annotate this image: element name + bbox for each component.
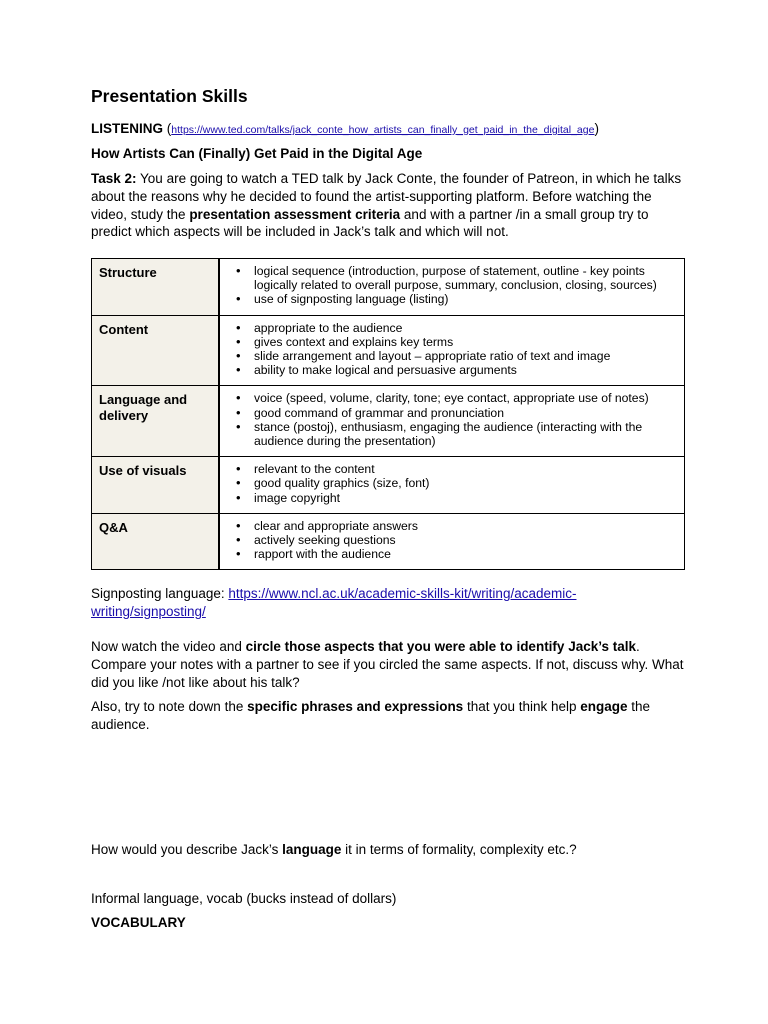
criteria-row bbox=[92, 457, 685, 514]
listening-open-paren: ( bbox=[163, 121, 172, 136]
also-text-2: that you think help bbox=[463, 699, 581, 714]
criteria-bullet-item: • relevant to the content bbox=[236, 462, 676, 476]
criteria-bullet-list bbox=[236, 321, 676, 378]
criteria-row bbox=[92, 513, 685, 570]
assessment-criteria-table bbox=[91, 258, 685, 570]
criteria-bullet-item: • actively seeking questions bbox=[236, 533, 676, 547]
criteria-items bbox=[219, 315, 685, 386]
signposting-line bbox=[91, 585, 691, 621]
vocabulary-heading: VOCABULARY bbox=[91, 915, 186, 930]
also-bold-engage: engage bbox=[580, 699, 628, 714]
ted-talk-link[interactable]: https://www.ted.com/talks/jack_conte_how_artists_can_finally_get_paid_in_the_digital_age bbox=[171, 124, 595, 136]
criteria-bullet-item: • stance (postoj), enthusiasm, engaging the audience (interacting with the audience during the presentation) bbox=[236, 420, 676, 448]
criteria-row bbox=[92, 315, 685, 386]
criteria-bullet-item: • gives context and explains key terms bbox=[236, 335, 676, 349]
also-paragraph bbox=[91, 698, 691, 734]
page-title: Presentation Skills bbox=[91, 86, 248, 106]
criteria-row bbox=[92, 386, 685, 457]
task-paragraph bbox=[91, 170, 691, 241]
criteria-row bbox=[92, 259, 685, 316]
also-text-1: Also, try to note down the bbox=[91, 699, 248, 714]
criteria-bullet-item: • good command of grammar and pronunciation bbox=[236, 406, 676, 420]
criteria-label: Structure bbox=[92, 259, 220, 316]
criteria-bullet-item: • logical sequence (introduction, purpose of statement, outline - key points logically related to overall purpose, summary, conclusion, closing, sources) bbox=[236, 264, 676, 292]
talk-title: How Artists Can (Finally) Get Paid in the Digital Age bbox=[91, 146, 423, 161]
criteria-bullet-item: • ability to make logical and persuasive arguments bbox=[236, 363, 676, 377]
watch-bold: circle those aspects that you were able to identify Jack’s talk bbox=[245, 639, 636, 654]
task-label: Task 2: bbox=[91, 171, 137, 186]
criteria-bullet-item: • appropriate to the audience bbox=[236, 321, 676, 335]
criteria-bullet-item: • rapport with the audience bbox=[236, 547, 676, 561]
criteria-bullet-list bbox=[236, 519, 676, 562]
criteria-bullet-list bbox=[236, 462, 676, 505]
also-bold-phrases: specific phrases and expressions bbox=[247, 699, 464, 714]
question-bold-language: language bbox=[282, 842, 342, 857]
criteria-items bbox=[219, 457, 685, 514]
criteria-bullet-list bbox=[236, 391, 676, 448]
question-text-2: it in terms of formality, complexity etc.? bbox=[341, 842, 577, 857]
criteria-bullet-item: • use of signposting language (listing) bbox=[236, 292, 676, 306]
criteria-label: Q&A bbox=[92, 513, 220, 570]
watch-text-2: . Compare your notes with a partner to see if you circled the same aspects. If not, discuss why. What did you like /not like about his talk? bbox=[91, 639, 684, 690]
also-text-3: the audience. bbox=[91, 699, 651, 732]
criteria-label: Use of visuals bbox=[92, 457, 220, 514]
criteria-bullet-item: • clear and appropriate answers bbox=[236, 519, 676, 533]
signposting-label: Signposting language: bbox=[91, 586, 229, 601]
criteria-bullet-list bbox=[236, 264, 676, 307]
answer-note: Informal language, vocab (bucks instead of dollars) bbox=[91, 891, 397, 906]
question-text-1: How would you describe Jack’s bbox=[91, 842, 283, 857]
task-text-1: You are going to watch a TED talk by Jack Conte, the founder of Patreon, in which he talks about the reasons why he decided to found the artist-supporting platform. Before watching the video, study the bbox=[91, 171, 682, 222]
criteria-bullet-item: • slide arrangement and layout – appropriate ratio of text and image bbox=[236, 349, 676, 363]
criteria-bullet-item: • good quality graphics (size, font) bbox=[236, 476, 676, 490]
listening-close-paren: ) bbox=[594, 121, 599, 136]
task-text-2: and with a partner /in a small group try to predict which aspects will be included in Jack’s talk and which will not. bbox=[91, 206, 649, 240]
signposting-link[interactable]: https://www.ncl.ac.uk/academic-skills-kit/writing/academic-writing/signposting/ bbox=[91, 586, 577, 619]
watch-paragraph bbox=[91, 638, 691, 691]
criteria-items bbox=[219, 386, 685, 457]
watch-text-1: Now watch the video and bbox=[91, 639, 246, 654]
criteria-items bbox=[219, 513, 685, 570]
criteria-label: Content bbox=[92, 315, 220, 386]
task-bold-criteria: presentation assessment criteria bbox=[189, 206, 401, 222]
criteria-bullet-item: • voice (speed, volume, clarity, tone; eye contact, appropriate use of notes) bbox=[236, 391, 676, 405]
criteria-label: Language and delivery bbox=[92, 386, 220, 457]
language-question bbox=[91, 841, 691, 859]
criteria-bullet-item: • image copyright bbox=[236, 491, 676, 505]
listening-line bbox=[91, 121, 599, 136]
criteria-items bbox=[219, 259, 685, 316]
listening-label: LISTENING bbox=[91, 121, 164, 136]
